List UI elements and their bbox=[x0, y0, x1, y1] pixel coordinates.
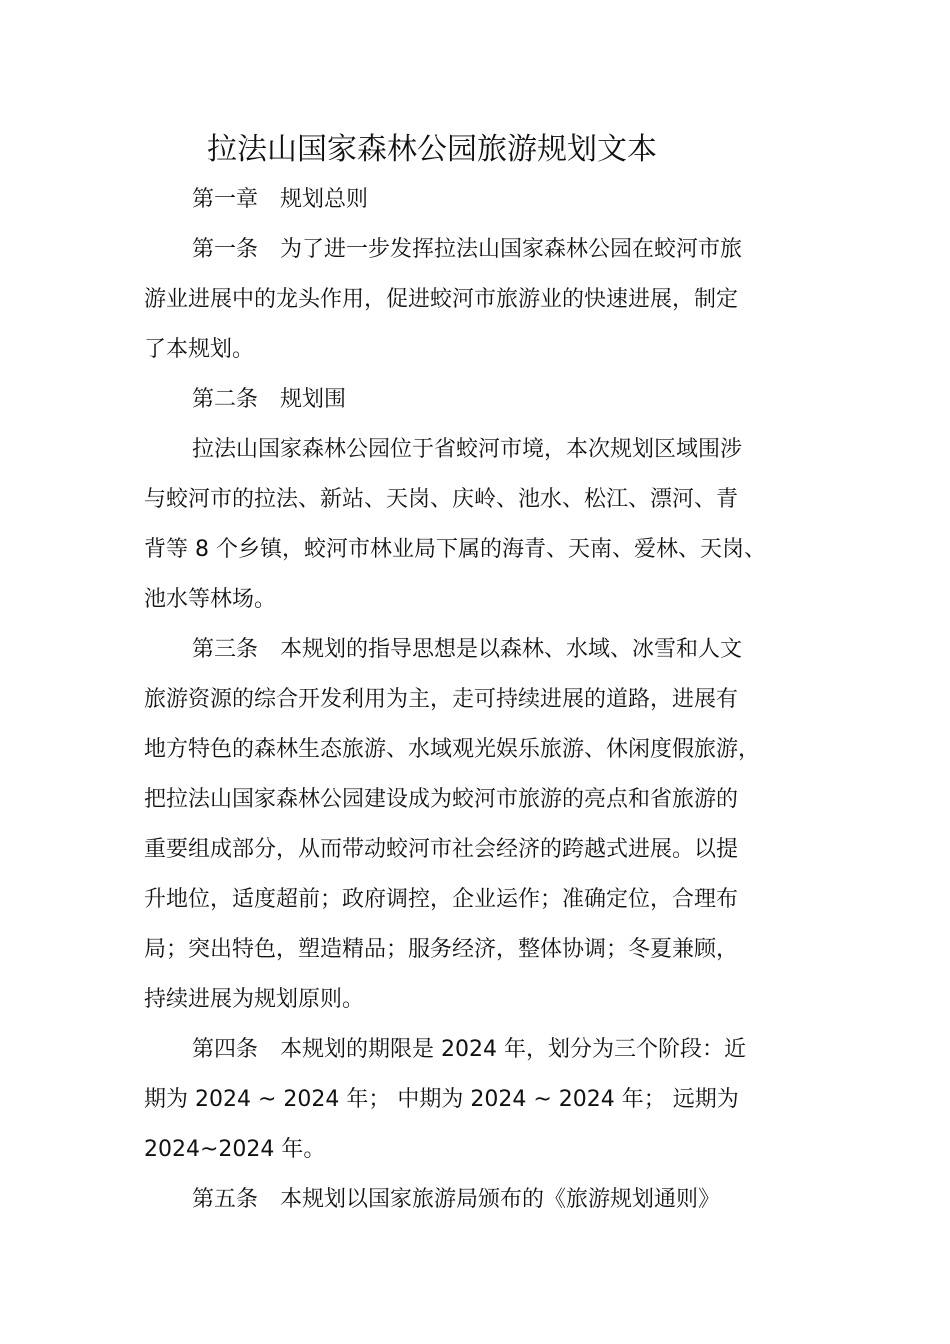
article-3-line-8: 持续进展为规划原则。 bbox=[144, 987, 365, 1012]
article-4-line-1: 第四条 本规划的期限是 2024 年，划分为三个阶段：近 bbox=[192, 1037, 746, 1062]
article-3-line-5: 重要组成部分，从而带动蛟河市社会经济的跨越式进展。以提 bbox=[144, 837, 739, 862]
article-3-line-7: 局；突出特色，塑造精品；服务经济，整体协调；冬夏兼顾， bbox=[144, 937, 739, 962]
document-title: 拉法山国家森林公园旅游规划文本 bbox=[207, 132, 657, 167]
article-5-line-1: 第五条 本规划以国家旅游局颁布的《旅游规划通则》 bbox=[192, 1187, 721, 1212]
article-3-line-3: 地方特色的森林生态旅游、水域观光娱乐旅游、休闲度假旅游， bbox=[144, 737, 761, 762]
article-4-line-2: 期为 2024 ~ 2024 年； 中期为 2024 ~ 2024 年； 远期为 bbox=[144, 1087, 739, 1112]
article-3-line-1: 第三条 本规划的指导思想是以森林、水域、冰雪和人文 bbox=[192, 637, 743, 662]
article-2-line-3: 背等 8 个乡镇，蛟河市林业局下属的海青、天南、爱林、天岗、 bbox=[144, 537, 766, 562]
article-2-line-2: 与蛟河市的拉法、新站、天岗、庆岭、池水、松江、漂河、青 bbox=[144, 487, 739, 512]
article-3-line-2: 旅游资源的综合开发利用为主，走可持续进展的道路，进展有 bbox=[144, 687, 739, 712]
article-1-line-3: 了本规划。 bbox=[144, 337, 255, 362]
article-2-line-4: 池水等林场。 bbox=[144, 587, 277, 612]
article-2-line-1: 拉法山国家森林公园位于省蛟河市境，本次规划区域围涉 bbox=[192, 437, 743, 462]
article-4-line-3: 2024~2024 年。 bbox=[144, 1137, 326, 1162]
article-3-line-6: 升地位，适度超前；政府调控，企业运作；准确定位，合理布 bbox=[144, 887, 739, 912]
article-1-line-1: 第一条 为了进一步发挥拉法山国家森林公园在蛟河市旅 bbox=[192, 237, 743, 262]
article-1-line-2: 游业进展中的龙头作用，促进蛟河市旅游业的快速进展，制定 bbox=[144, 287, 739, 312]
chapter-heading: 第一章 规划总则 bbox=[192, 187, 369, 212]
article-3-line-4: 把拉法山国家森林公园建设成为蛟河市旅游的亮点和省旅游的 bbox=[144, 787, 739, 812]
article-2-heading: 第二条 规划围 bbox=[192, 387, 347, 412]
